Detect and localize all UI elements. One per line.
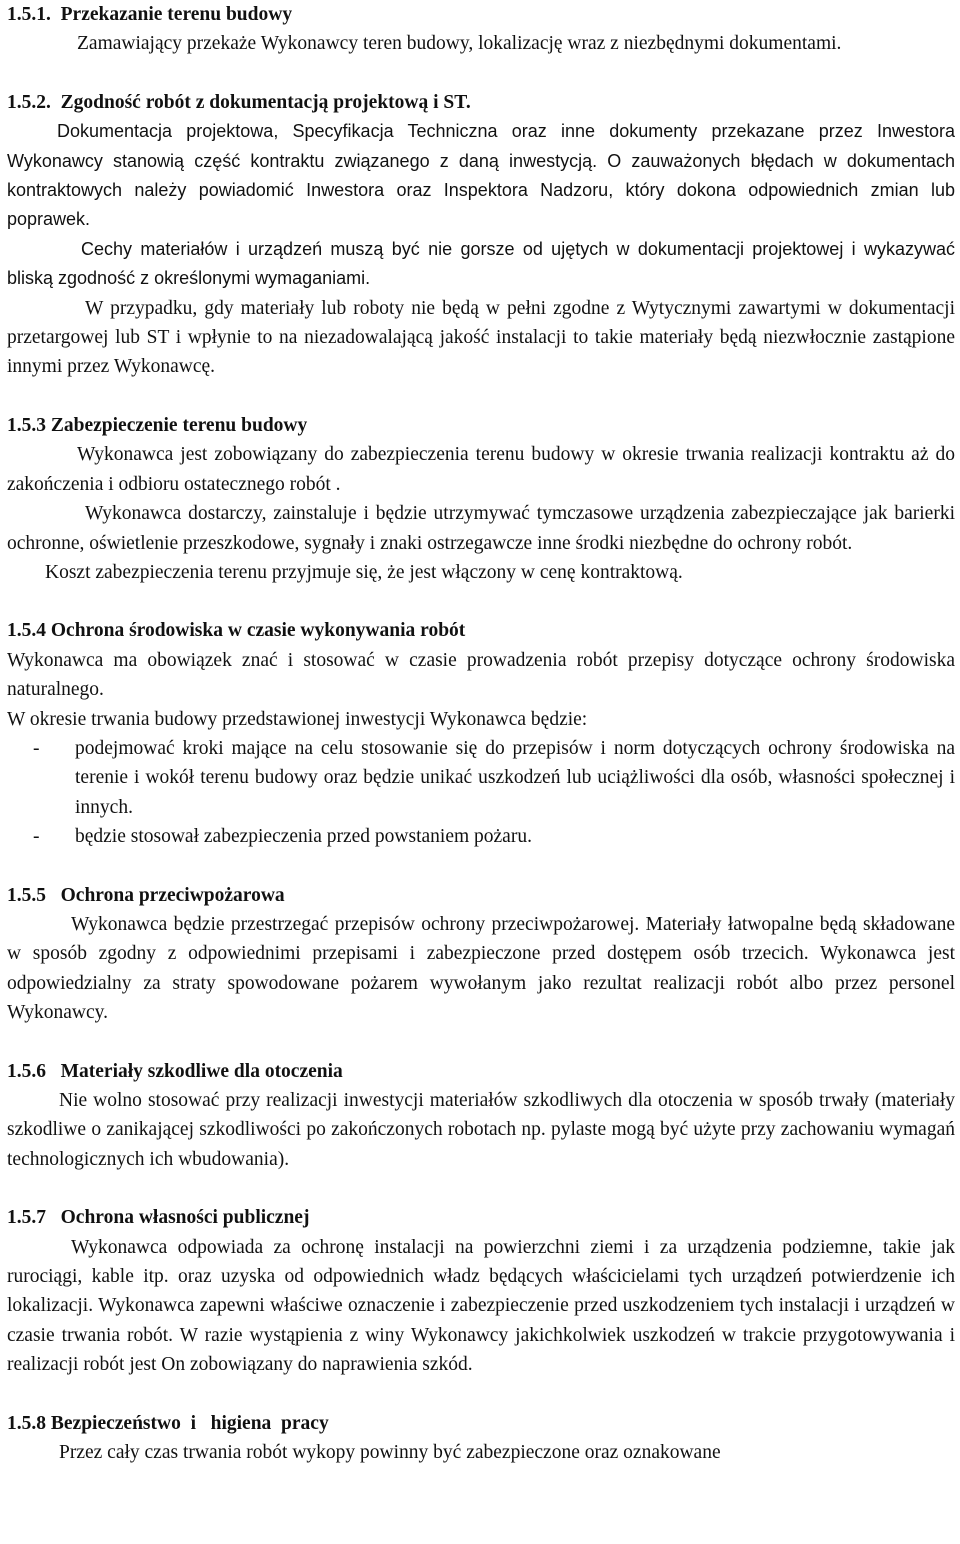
spacer	[7, 852, 955, 881]
spacer	[7, 1380, 955, 1409]
spacer	[7, 382, 955, 411]
spacer	[7, 587, 955, 616]
paragraph: W okresie trwania budowy przedstawionej inwestycji Wykonawca będzie:	[7, 708, 588, 730]
list-item-text: podejmować kroki mające na celu stosowanie się do przepisów i norm dotyczących ochrony środowiska na terenie i wokół terenu budowy oraz będzie unikać uszkodzeń lub uciążliwości dla osób, własności społecznej i innych.	[75, 737, 955, 818]
spacer	[7, 59, 955, 88]
section-heading-1-5-7: 1.5.7 Ochrona własności publicznej	[7, 1207, 310, 1229]
paragraph: W przypadku, gdy materiały lub roboty nie będą w pełni zgodne z Wytycznymi zawartymi w dokumentacji przetargowej lub ST i wpłynie to na niezadowalającą jakość instalacji to takie materiały będą niezwłocznie zastąpione innymi przez Wykonawcę.	[7, 297, 955, 378]
paragraph: Wykonawca będzie przestrzegać przepisów ochrony przeciwpożarowej. Materiały łatwopalne będą składowane w sposób zgodny z odpowiednimi przepisami i zabezpieczone przed dostępem osób trzecich. Wykonawca jest odpowiedzialny za straty spowodowane pożarem wywołanym jako rezultat realizacji robót albo przez personel Wykonawcy.	[7, 913, 955, 1024]
document-page	[7, 0, 955, 1544]
section-heading-1-5-3: 1.5.3 Zabezpieczenie terenu budowy	[7, 414, 308, 436]
spacer	[7, 1174, 955, 1203]
list-dash: -	[33, 826, 40, 848]
list-item	[7, 734, 955, 822]
paragraph: Koszt zabezpieczenia terenu przyjmuje się, że jest włączony w cenę kontraktową.	[45, 561, 683, 583]
paragraph: Dokumentacja projektowa, Specyfikacja Techniczna oraz inne dokumenty przekazane przez Inwestora Wykonawcy stanowią część kontraktu związanego z daną inwestycją. O zauważonych błędach w dokumentach kontraktowych należy powiadomić Inwestora oraz Inspektora Nadzoru, który dokona odpowiednich zmian lub poprawek.	[7, 121, 955, 230]
paragraph: Wykonawca jest zobowiązany do zabezpieczenia terenu budowy w okresie trwania realizacji kontraktu aż do zakończenia i odbioru ostatecznego robót .	[7, 444, 955, 495]
list-item	[7, 822, 955, 851]
section-heading-1-5-1: 1.5.1. Przekazanie terenu budowy	[7, 4, 293, 25]
section-heading-1-5-4: 1.5.4 Ochrona środowiska w czasie wykonywania robót	[7, 620, 466, 642]
section-heading-1-5-2: 1.5.2. Zgodność robót z dokumentacją projektową i ST.	[7, 91, 471, 113]
spacer	[7, 1028, 955, 1057]
section-heading-1-5-8: 1.5.8 Bezpieczeństwo i higiena pracy	[7, 1412, 329, 1434]
paragraph: Cechy materiałów i urządzeń muszą być nie gorsze od ujętych w dokumentacji projektowej i wykazywać bliską zgodność z określonymi wymaganiami.	[7, 238, 955, 289]
paragraph: Przez cały czas trwania robót wykopy powinny być zabezpieczone oraz oznakowane	[59, 1442, 721, 1464]
paragraph: Wykonawca dostarczy, zainstaluje i będzie utrzymywać tymczasowe urządzenia zabezpieczające jak barierki ochronne, oświetlenie przeszkodowe, sygnały i znaki ostrzegawcze inne środki niezbędne do ochrony robót.	[7, 503, 955, 554]
list-item-text: będzie stosował zabezpieczenia przed powstaniem pożaru.	[75, 826, 532, 848]
list-dash: -	[33, 737, 40, 759]
paragraph: Nie wolno stosować przy realizacji inwestycji materiałów szkodliwych dla otoczenia w sposób trwały (materiały szkodliwe o zanikającej szkodliwości po zakończonych robotach np. pylaste mogą być użyte przy zachowaniu wymagań technologicznych ich wbudowania).	[7, 1090, 955, 1170]
paragraph: Zamawiający przekaże Wykonawcy teren budowy, lokalizację wraz z niezbędnymi dokumentami.	[77, 33, 842, 55]
paragraph: Wykonawca odpowiada za ochronę instalacji na powierzchni ziemi i za urządzenia podziemne, takie jak rurociągi, kable itp. oraz uzyska od odpowiednich władz będących właścicielami tych urządzeń potwierdzenie ich lokalizacji. Wykonawca zapewni właściwe oznaczenie i zabezpieczenie przed uszkodzeniem tych instalacji i urządzeń w czasie trwania robót. W razie wystąpienia z winy Wykonawcy jakichkolwiek uszkodzeń w trakcie przygotowywania i realizacji robót jest On zobowiązany do naprawienia szkód.	[7, 1236, 955, 1376]
section-heading-1-5-5: 1.5.5 Ochrona przeciwpożarowa	[7, 884, 285, 906]
section-heading-1-5-6: 1.5.6 Materiały szkodliwe dla otoczenia	[7, 1060, 343, 1082]
paragraph: Wykonawca ma obowiązek znać i stosować w czasie prowadzenia robót przepisy dotyczące ochrony środowiska naturalnego.	[7, 649, 955, 701]
